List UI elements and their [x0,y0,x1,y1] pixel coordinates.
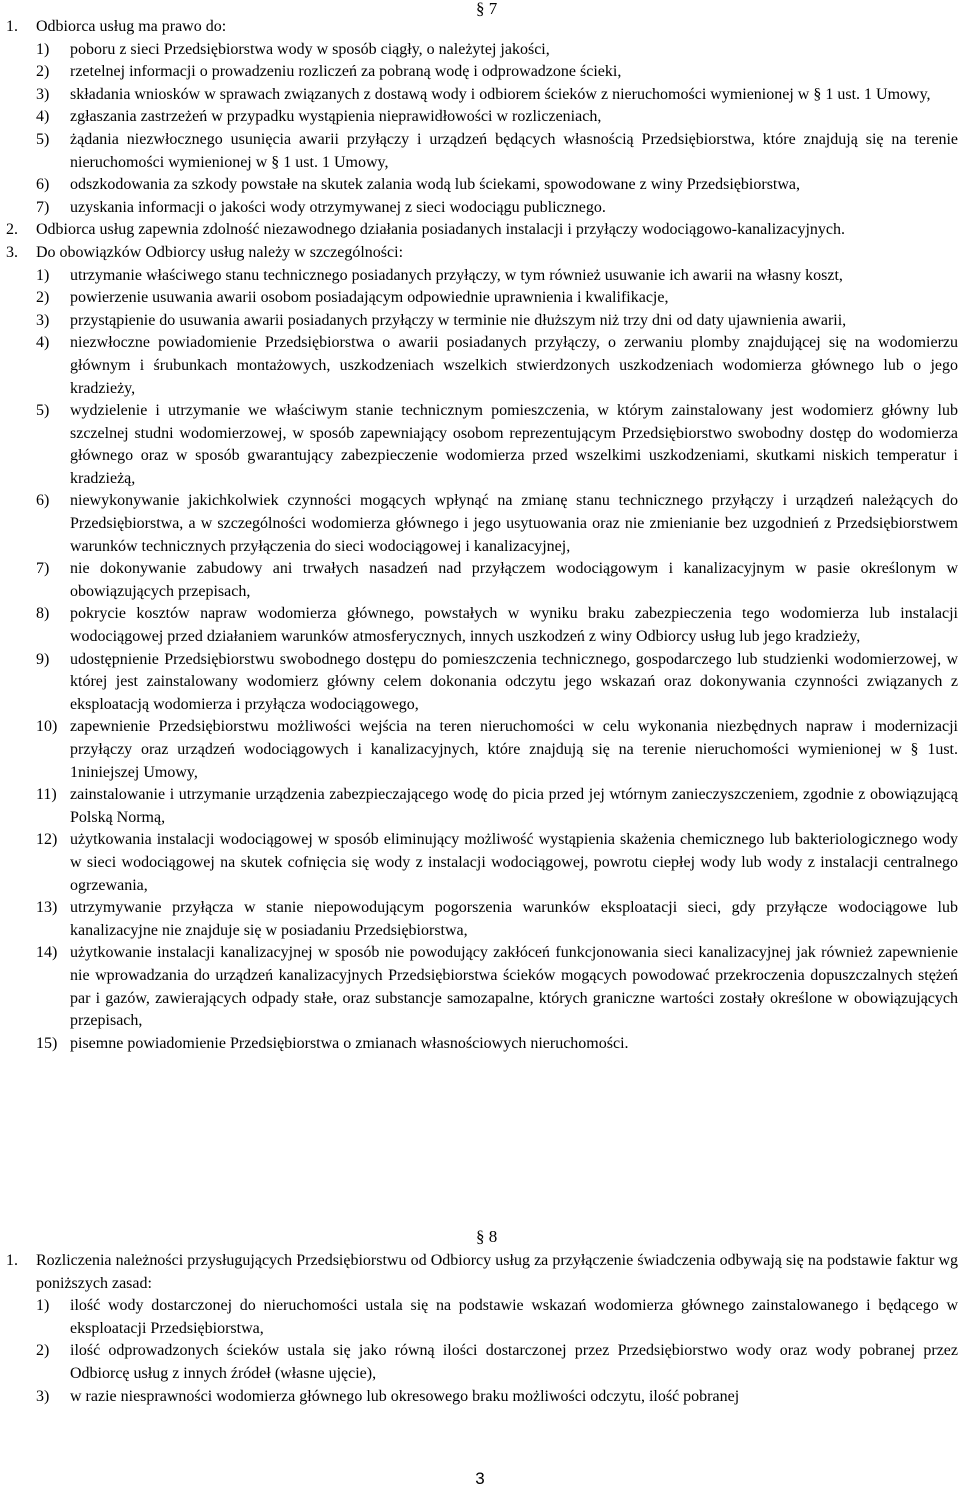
item-number: 3) [36,1387,50,1405]
list-item [6,265,958,288]
list-item [6,942,958,1032]
item-number: 1) [36,266,50,284]
item-number: 3) [36,85,50,103]
list-item [6,400,958,490]
paragraph-number: 2. [6,221,18,239]
paragraph-number: 1. [6,1252,18,1269]
list-item [6,1295,958,1340]
list-item [6,129,958,174]
item-number: 6) [36,176,50,194]
item-number: 3) [36,311,50,329]
paragraph-text: Do obowiązków Odbiorcy usług należy w szczególności: [36,243,404,261]
list-item [6,490,958,558]
item-text: niewykonywanie jakichkolwiek czynności mogących wpłynąć na zmianę stanu technicznego przyłączy i urządzeń należących do Przedsiębiorstwa, a w szczególności wodomierza głównego i jego usytuowania oraz nie zmienianie bez uzgodnień z Przedsiębiorstwem warunków technicznych przyłączenia do sieci wodociągowej i kanalizacyjnej, [70,492,958,555]
list-item [6,310,958,333]
paragraph-text: Odbiorca usług zapewnia zdolność niezawodnego działania posiadanych instalacji i przyłączy wodociągowo-kanalizacyjnych. [36,221,846,239]
paragraph-text: Odbiorca usług ma prawo do: [36,18,227,35]
page-number: 3 [475,1469,485,1488]
list-item [6,61,958,84]
list-item [6,106,958,129]
billing-rules-list [6,1295,958,1408]
item-text: użytkowanie instalacji kanalizacyjnej w sposób nie powodujący zakłóceń funkcjonowania sieci kanalizacyjnej jak również zapewnienie nie wprowadzania do urządzeń kanalizacyjnych Przedsiębiorstwa ścieków mogących powodować przekroczenia dopuszczalnych stężeń par i gazów, zawierających odpady stałe, oraz substancje samozapalne, których graniczne wartości zostały określone w obowiązujących przepisach, [70,944,958,1030]
item-text: udostępnienie Przedsiębiorstwu swobodnego dostępu do pomieszczenia technicznego, gospodarczego lub studzienki wodomierzowej, w której jest zainstalowany wodomierz główny celem dokonania odczytu jego wskazań oraz dokonywania czynności związanych z eksploatacją wodomierza i przyłącza wodociągowego, [70,650,958,713]
section-8-body [6,1250,958,1408]
list-item [6,558,958,603]
item-text: ilość wody dostarczonej do nieruchomości ustala się na podstawie wskazań wodomierza głównego zainstalowanego i będącego w eksploatacji Przedsiębiorstwa, [70,1297,958,1337]
list-item [6,603,958,648]
item-number: 2) [36,289,50,307]
paragraph-3 [6,242,958,265]
paragraph-1 [6,16,958,39]
list-item [6,84,958,107]
item-text: użytkowania instalacji wodociągowej w sposób eliminujący możliwość wystąpienia skażenia chemicznego lub bakteriologicznego wody w sieci wodociągowej na skutek cofnięcia się wody z instalacji wodociągowej, powrotu ciepłej wody lub wody z instalacji centralnego ogrzewania, [70,831,958,894]
rights-list [6,39,958,220]
item-number: 4) [36,334,50,352]
item-text: pokrycie kosztów napraw wodomierza głównego, powstałych w wyniku braku zabezpieczenia tego wodomierza lub instalacji wodociągowej przed działaniem warunków atmosferycznych, innych uszkodzeń z winy Odbiorcy usług lub jego kradzieży, [70,605,958,646]
item-number: 6) [36,492,50,510]
item-text: niezwłoczne powiadomienie Przedsiębiorstwa o awarii posiadanych przyłączy, o zerwaniu plomby znajdującej się na wodomierzu głównym i śrubunkach montażowych, uszkodzeniach wszelkich stwierdzonych uszkodzeniach wodomierza głównego lub o jego kradzieży, [70,334,958,397]
section-7-heading: § 7 [476,0,498,18]
list-item [6,1340,958,1385]
item-text: pisemne powiadomienie Przedsiębiorstwa o zmianach własnościowych nieruchomości. [70,1034,629,1052]
section-8-heading: § 8 [476,1227,498,1246]
section-7-body [6,16,958,1055]
item-number: 10) [36,718,58,736]
list-item [6,39,958,62]
item-text: ilość odprowadzonych ścieków ustala się jako równą ilości dostarczonej przez Przedsiębiorstwo wody oraz wody pobranej przez Odbiorcę usług z innych źródeł (własne ujęcie), [70,1342,958,1382]
list-item [6,287,958,310]
paragraph-2 [6,219,958,242]
item-number: 7) [36,560,50,578]
item-text: zainstalowanie i utrzymanie urządzenia zabezpieczającego wodę do picia przed jej wtórnym zanieczyszczeniem, zgodnie z obowiązującą Polską Normą, [70,786,958,826]
item-text: w razie niesprawności wodomierza głównego lub okresowego braku możliwości odczytu, ilość pobranej [70,1387,740,1405]
item-number: 1) [36,40,50,58]
item-number: 8) [36,605,50,623]
item-number: 5) [36,130,50,148]
item-number: 1) [36,1297,50,1315]
item-number: 2) [36,1342,50,1360]
item-text: utrzymywanie przyłącza w stanie niepowodującym pogorszenia warunków eksploatacji sieci, gdy przyłącze wodociągowe lub kanalizacyjne nie znajduje się w posiadaniu Przedsiębiorstwa, [70,899,958,939]
paragraph-text: Rozliczenia należności przysługujących Przedsiębiorstwu od Odbiorcy usług za przyłączenie świadczenia odbywają się na podstawie faktur wg poniższych zasad: [36,1252,958,1292]
list-item [6,897,958,942]
item-number: 7) [36,198,50,216]
list-item [6,649,958,717]
list-item [6,174,958,197]
item-text: rzetelnej informacji o prowadzeniu rozliczeń za pobraną wodę i odprowadzone ścieki, [70,63,622,81]
item-number: 12) [36,831,58,849]
paragraph-1 [6,1250,958,1295]
paragraph-number: 3. [6,243,18,261]
item-text: żądania niezwłocznego usunięcia awarii przyłączy i urządzeń będących własnością Przedsiębiorstwa, które znajdują się na terenie nieruchomości wymienionej w § 1 ust. 1 Umowy, [70,130,958,171]
list-item [6,1386,958,1409]
item-text: uzyskania informacji o jakości wody otrzymywanej z sieci wodociągu publicznego. [70,198,606,216]
item-text: wydzielenie i utrzymanie we właściwym stanie technicznym pomieszczenia, w którym zainstalowany jest wodomierz główny lub szczelnej studni wodomierzowej, w sposób zapewniający osobom reprezentującym Przedsiębiorstwo swobodny dostęp do wodomierza głównego oraz w sposób gwarantujący zabezpieczenie wodomierza przed wszelkimi uszkodzeniami, skutkami niskich temperatur i kradzieżą, [70,402,958,487]
item-number: 2) [36,63,50,81]
obligations-list [6,265,958,1056]
item-number: 13) [36,899,58,917]
item-number: 11) [36,786,57,804]
item-text: poboru z sieci Przedsiębiorstwa wody w sposób ciągły, o należytej jakości, [70,40,550,58]
item-text: nie dokonywanie zabudowy ani trwałych nasadzeń nad przyłączem wodociągowym i kanalizacyjnym w pasie określonym w obowiązujących przepisach, [70,560,958,600]
item-number: 9) [36,650,50,668]
list-item [6,784,958,829]
list-item [6,716,958,784]
list-item [6,332,958,400]
item-number: 4) [36,108,50,126]
list-item [6,829,958,897]
item-text: powierzenie usuwania awarii osobom posiadającym odpowiednie uprawnienia i kwalifikacje, [70,289,669,307]
item-number: 14) [36,944,58,962]
item-text: zgłaszania zastrzeżeń w przypadku wystąpienia nieprawidłowości w rozliczeniach, [70,108,602,126]
item-text: przystąpienie do usuwania awarii posiadanych przyłączy w terminie nie dłuższym niż trzy dni od daty ujawnienia awarii, [70,311,847,329]
item-number: 5) [36,402,50,420]
item-text: zapewnienie Przedsiębiorstwu możliwości wejścia na teren nieruchomości w celu wykonania niezbędnych napraw i modernizacji przyłączy oraz urządzeń wodociągowych i kanalizacyjnych, które znajdują się na terenie nieruchomości wymienionej w § 1ust. 1niniejszej Umowy, [70,718,958,781]
list-item [6,1033,958,1056]
item-text: odszkodowania za szkody powstałe na skutek zalania wodą lub ściekami, spowodowane z winy Przedsiębiorstwa, [70,176,801,194]
item-number: 15) [36,1034,58,1052]
item-text: składania wniosków w sprawach związanych z dostawą wody i odbiorem ścieków z nieruchomości wymienionej w § 1 ust. 1 Umowy, [70,85,931,103]
paragraph-number: 1. [6,18,18,35]
item-text: utrzymanie właściwego stanu technicznego posiadanych przyłączy, w tym również usuwanie ich awarii na własny koszt, [70,266,843,284]
list-item [6,197,958,220]
